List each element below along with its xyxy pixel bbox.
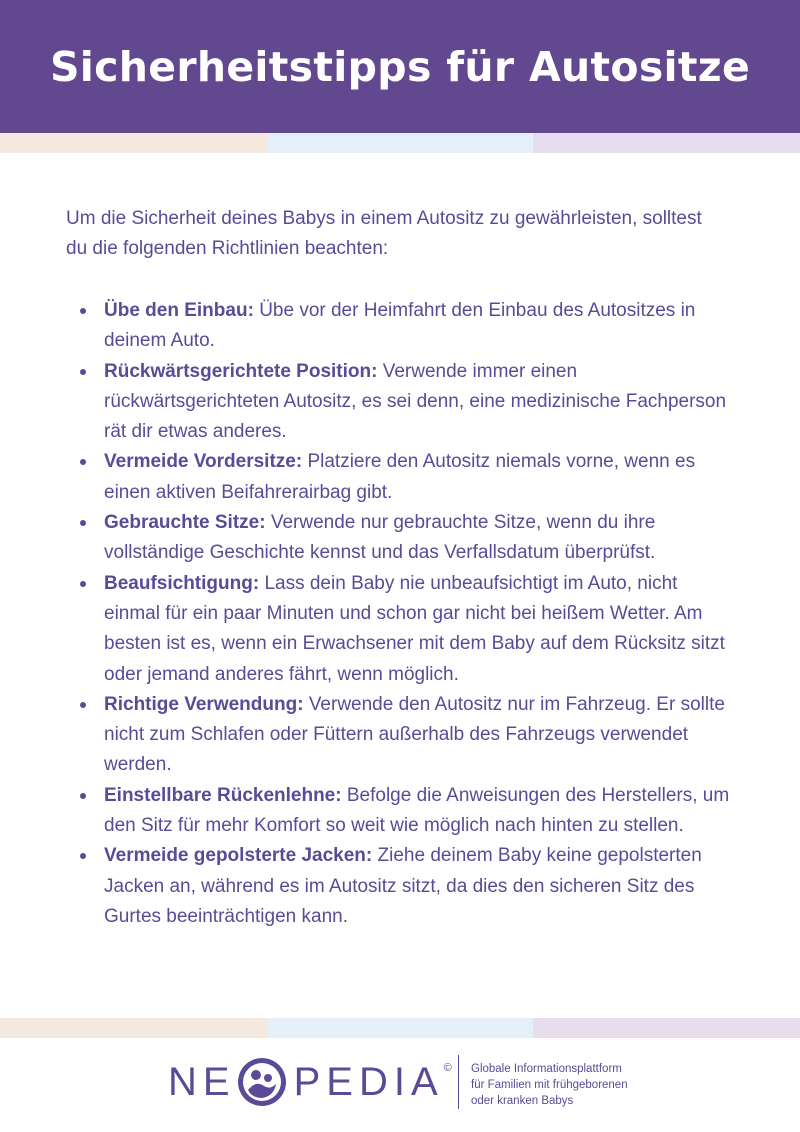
copyright-mark: © <box>443 1062 452 1074</box>
tip-title: Rückwärtsgerichtete Position: <box>104 360 378 382</box>
bullet-icon <box>80 853 86 859</box>
tip-text: Verwende nur gebrauchte Sitze, wenn du ihre vollständige Geschichte kennst und das Verfallsdatum überprüfst. <box>104 512 656 564</box>
bullet-icon <box>80 793 86 799</box>
tip-title: Beaufsichtigung: <box>104 572 260 594</box>
tip-title: Vermeide gepolsterte Jacken: <box>104 845 373 867</box>
color-stripe-bottom <box>0 1018 800 1038</box>
logo-text-left: NE <box>168 1059 236 1104</box>
tip-title: Einstellbare Rückenlehne: <box>104 784 342 806</box>
tip-text: Befolge die Anweisungen des Herstellers, um den Sitz für mehr Komfort so weit wie möglich nach hinten zu stellen. <box>104 784 730 837</box>
tip-item <box>66 841 736 932</box>
color-stripe-top <box>0 133 800 153</box>
tip-item <box>66 569 736 690</box>
tagline-line: Globale Informationsplattform <box>471 1063 622 1075</box>
tip-title: Vermeide Vordersitze: <box>104 451 303 473</box>
bullet-icon <box>80 369 86 375</box>
intro-text: Um die Sicherheit deines Babys in einem Autositz zu gewährleisten, solltest du die folgenden Richtlinien beachten: <box>66 208 702 259</box>
tip-item <box>66 508 736 569</box>
tips-list <box>66 296 736 932</box>
tip-text: Lass dein Baby nie unbeaufsichtigt im Auto, nicht einmal für ein paar Minuten und schon gar nicht bei heißem Wetter. Am besten ist es, wenn ein Erwachsener mit dem Baby auf dem Rücksitz sitzt oder jemand anderes fährt, wenn möglich. <box>104 572 725 685</box>
bullet-icon <box>80 520 86 526</box>
bullet-icon <box>80 581 86 587</box>
tagline-line: oder kranken Babys <box>471 1095 574 1107</box>
logo-text-right: PEDIA <box>293 1059 444 1104</box>
neopedia-logo <box>168 1050 452 1114</box>
tip-title: Gebrauchte Sitze: <box>104 512 266 534</box>
bullet-icon <box>80 702 86 708</box>
footer-tagline <box>471 1061 628 1109</box>
tip-text: Ziehe deinem Baby keine gepolsterten Jacken an, während es im Autositz sitzt, da dies den sicheren Sitz des Gurtes beeinträchtigen kann. <box>104 845 702 927</box>
tip-item <box>66 357 736 448</box>
baby-logo-icon <box>236 1056 288 1108</box>
tagline-line: für Familien mit frühgeborenen <box>471 1079 628 1091</box>
bullet-icon <box>80 308 86 314</box>
tip-text: Verwende immer einen rückwärtsgerichteten Autositz, es sei denn, eine medizinische Fachperson rät dir etwas anderes. <box>104 360 727 443</box>
page-title: Sicherheitstipps für Autositze <box>49 42 751 91</box>
footer-divider <box>458 1055 459 1109</box>
bullet-icon <box>80 459 86 465</box>
tip-text: Verwende den Autositz nur im Fahrzeug. Er sollte nicht zum Schlafen oder Füttern außerhalb des Fahrzeugs verwendet werden. <box>104 693 725 776</box>
tip-item <box>66 296 736 357</box>
tip-item <box>66 447 736 508</box>
tip-item <box>66 690 736 781</box>
tip-text: Übe vor der Heimfahrt den Einbau des Autositzes in deinem Auto. <box>104 300 696 352</box>
header-banner <box>0 0 800 133</box>
tip-title: Übe den Einbau: <box>104 300 254 321</box>
tip-item <box>66 781 736 842</box>
tip-title: Richtige Verwendung: <box>104 693 304 715</box>
tip-text: Platziere den Autositz niemals vorne, wenn es einen aktiven Beifahrerairbag gibt. <box>104 451 696 503</box>
